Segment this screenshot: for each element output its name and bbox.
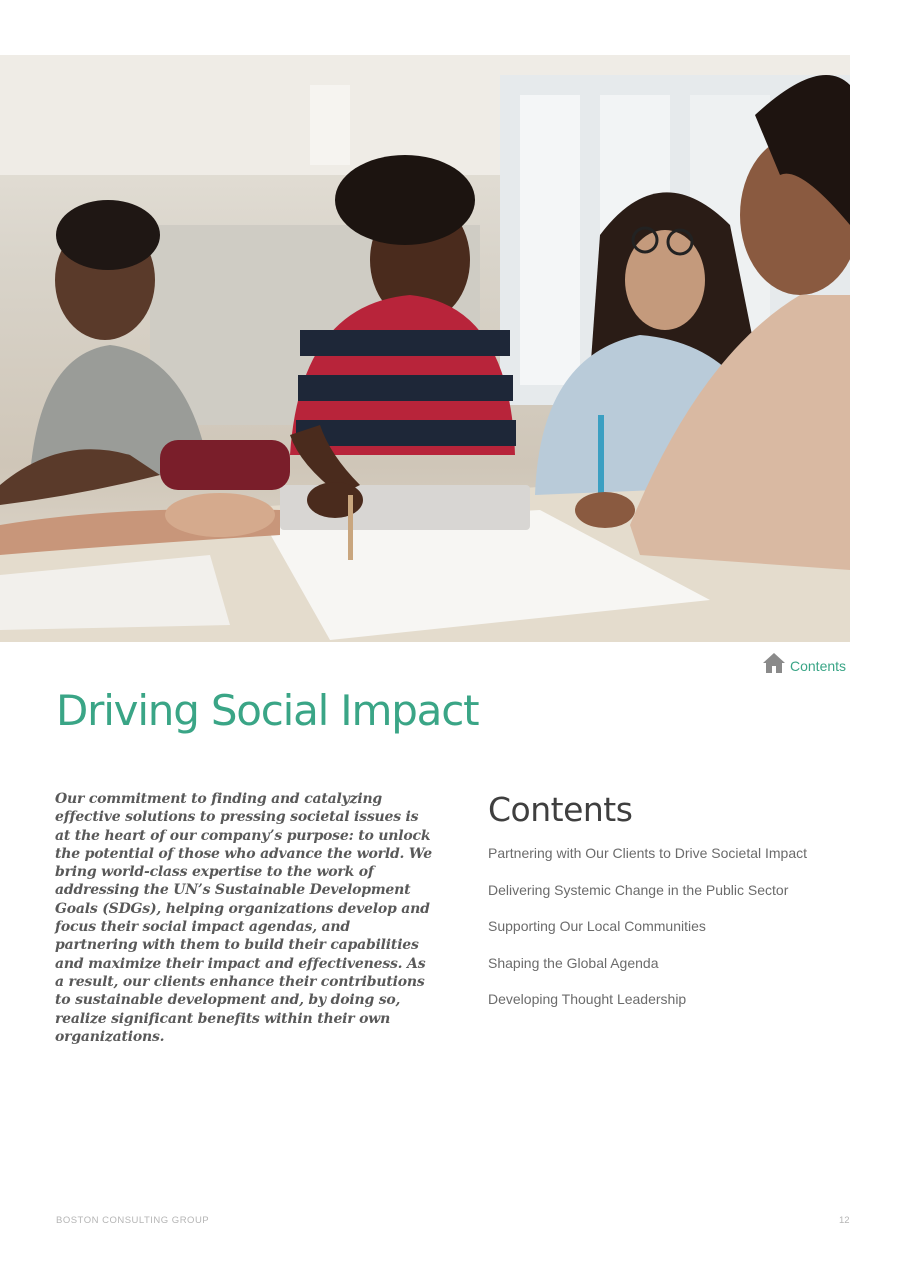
page-title: Driving Social Impact [56,686,479,735]
home-icon [762,652,786,679]
contents-item-local-communities[interactable]: Supporting Our Local Communities [488,918,706,935]
contents-list [488,845,807,1028]
contents-item-partnering[interactable]: Partnering with Our Clients to Drive Societal Impact [488,845,808,861]
contents-nav-label: Contents [790,657,847,674]
contents-item-global-agenda[interactable]: Shaping the Global Agenda [488,954,659,971]
contents-item-thought-leadership[interactable]: Developing Thought Leadership [488,991,687,1008]
students-at-table-illustration [0,55,850,642]
contents-nav-link[interactable] [762,652,846,679]
footer-company: BOSTON CONSULTING GROUP [56,1215,210,1226]
hero-photo [0,55,850,642]
page-number: 12 [839,1215,850,1226]
intro-paragraph: Our commitment to finding and catalyzing effective solutions to pressing societal issues is at the heart of our company’s purpose: to unlock the potential of those who advance the world. We bring world-class expertise to the work of addressing the UN’s Sustainable Development Goals (SDGs), helping organizations develop and focus their social impact agendas, and partnering with them to build their capabilities and maximize their impact and effectiveness. As a result, our clients enhance their contributions to sustainable development and, by doing so, realize significant benefits within their own organizations. [55,791,432,1045]
contents-item-public-sector[interactable]: Delivering Systemic Change in the Public Sector [488,881,789,898]
contents-heading: Contents [488,790,633,829]
